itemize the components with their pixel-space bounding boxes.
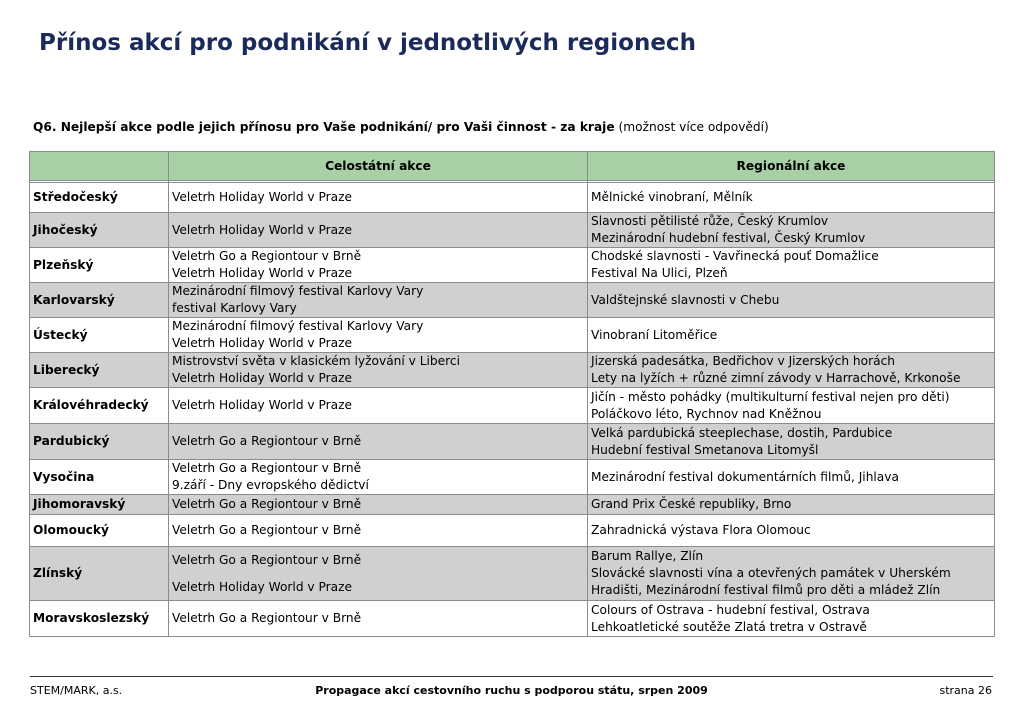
region-cell: Jihočeský	[30, 213, 169, 248]
footer-report-title: Propagace akcí cestovního ruchu s podporou státu, srpen 2009	[315, 684, 708, 697]
region-cell: Olomoucký	[30, 515, 169, 547]
regional-event-line: Barum Rallye, Zlín	[591, 549, 704, 563]
regional-event-line: Slovácké slavnosti vína a otevřených památek v Uherském	[591, 566, 951, 580]
national-events-cell	[169, 495, 588, 515]
national-event-line: Veletrh Holiday World v Praze	[172, 579, 353, 594]
table-row	[30, 283, 995, 318]
national-events-cell	[169, 213, 588, 248]
footer-page-number: strana 26	[939, 684, 992, 697]
regional-events-cell	[588, 601, 995, 637]
regional-events-cell	[588, 318, 995, 353]
national-events-cell	[169, 460, 588, 495]
national-event-line: Veletrh Go a Regiontour v Brně	[172, 523, 362, 537]
regional-event-line: Hudební festival Smetanova Litomyšl	[591, 442, 819, 457]
region-cell: Karlovarský	[30, 283, 169, 318]
national-events-cell	[169, 283, 588, 318]
table-row	[30, 318, 995, 353]
table-row	[30, 460, 995, 495]
table-row	[30, 424, 995, 460]
page-title: Přínos akcí pro podnikání v jednotlivých regionech	[39, 30, 696, 56]
region-cell: Ústecký	[30, 318, 169, 353]
regional-events-cell	[588, 213, 995, 248]
table-row	[30, 388, 995, 424]
regional-event-line: Colours of Ostrava - hudební festival, Ostrava	[591, 602, 870, 617]
regional-event-line: Lehkoatletické soutěže Zlatá tretra v Ostravě	[591, 619, 867, 634]
table-row	[30, 547, 995, 601]
regional-events-cell	[588, 248, 995, 283]
region-cell: Středočeský	[30, 183, 169, 213]
region-cell: Zlínský	[30, 547, 169, 601]
events-table	[29, 151, 995, 637]
national-events-cell	[169, 515, 588, 547]
regional-events-cell	[588, 460, 995, 495]
region-cell: Jihomoravský	[30, 495, 169, 515]
national-event-line: Mistrovství světa v klasickém lyžování v Liberci	[172, 354, 460, 368]
national-event-line: Mezinárodní filmový festival Karlovy Vary	[172, 319, 424, 333]
regional-event-line: Poláčkovo léto, Rychnov nad Kněžnou	[591, 406, 822, 421]
regional-event-line: Valdštejnské slavnosti v Chebu	[591, 292, 780, 307]
table-row	[30, 601, 995, 637]
header-cell-region	[30, 152, 169, 181]
national-events-cell	[169, 547, 588, 601]
national-events-cell	[169, 318, 588, 353]
regional-event-line: Zahradnická výstava Flora Olomouc	[591, 523, 811, 537]
regional-event-line: Mezinárodní festival dokumentárních filmů, Jihlava	[591, 469, 899, 484]
national-event-line: Veletrh Go a Regiontour v Brně	[172, 552, 362, 567]
regional-events-cell	[588, 388, 995, 424]
national-event-line: Veletrh Holiday World v Praze	[172, 398, 353, 412]
footer-divider	[30, 676, 993, 677]
regional-events-cell	[588, 495, 995, 515]
regional-events-cell	[588, 547, 995, 601]
table-row	[30, 248, 995, 283]
regional-event-line: Jizerská padesátka, Bedřichov v Jizerských horách	[591, 354, 896, 368]
regional-event-line: Festival Na Ulici, Plzeň	[591, 266, 728, 280]
regional-events-cell	[588, 424, 995, 460]
regional-event-line: Chodské slavnosti - Vavřinecká pouť Domažlice	[591, 249, 879, 263]
region-cell: Pardubický	[30, 424, 169, 460]
national-event-line: Veletrh Holiday World v Praze	[172, 371, 353, 385]
header-cell-regional: Regionální akce	[588, 152, 995, 181]
regional-events-cell	[588, 353, 995, 388]
regional-events-cell	[588, 515, 995, 547]
regional-event-line: Velká pardubická steeplechase, dostih, Pardubice	[591, 425, 893, 440]
national-event-line: Veletrh Go a Regiontour v Brně	[172, 497, 362, 511]
national-events-cell	[169, 601, 588, 637]
table-row	[30, 515, 995, 547]
regional-event-line: Grand Prix České republiky, Brno	[591, 497, 792, 511]
region-cell: Královéhradecký	[30, 388, 169, 424]
table-row	[30, 183, 995, 213]
footer-company: STEM/MARK, a.s.	[30, 684, 123, 697]
regional-event-line: Vinobraní Litoměřice	[591, 327, 718, 342]
regional-events-cell	[588, 183, 995, 213]
national-event-line: Veletrh Go a Regiontour v Brně	[172, 461, 362, 475]
national-event-line: festival Karlovy Vary	[172, 301, 297, 315]
region-cell: Moravskoslezský	[30, 601, 169, 637]
header-cell-national: Celostátní akce	[169, 152, 588, 181]
national-events-cell	[169, 424, 588, 460]
national-events-cell	[169, 183, 588, 213]
regional-event-line: Jičín - město pohádky (multikulturní festival nejen pro děti)	[591, 389, 950, 404]
national-event-line: Mezinárodní filmový festival Karlovy Vary	[172, 284, 424, 298]
table-header-row	[30, 152, 995, 181]
regional-event-line: Mezinárodní hudební festival, Český Krumlov	[591, 231, 866, 245]
national-event-line: Veletrh Holiday World v Praze	[172, 266, 353, 280]
regional-event-line: Lety na lyžích + různé zimní závody v Harrachově, Krkonoše	[591, 371, 961, 385]
table-row	[30, 213, 995, 248]
national-event-line: Veletrh Holiday World v Praze	[172, 336, 353, 350]
table-row	[30, 353, 995, 388]
table-row	[30, 495, 995, 515]
regional-event-line: Slavnosti pětilisté růže, Český Krumlov	[591, 214, 829, 228]
region-cell: Vysočina	[30, 460, 169, 495]
regional-events-cell	[588, 283, 995, 318]
national-events-cell	[169, 388, 588, 424]
national-event-line: Veletrh Go a Regiontour v Brně	[172, 249, 362, 263]
regional-event-line: Mělnické vinobraní, Mělník	[591, 190, 753, 204]
national-event-line: Veletrh Go a Regiontour v Brně	[172, 434, 362, 448]
question-text	[33, 120, 769, 134]
question-note: (možnost více odpovědí)	[618, 120, 769, 134]
question-bold: Q6. Nejlepší akce podle jejich přínosu pro Vaše podnikání/ pro Vaši činnost - za kraje	[33, 120, 615, 134]
national-events-cell	[169, 353, 588, 388]
regional-event-line: Hradišti, Mezinárodní festival filmů pro děti a mládež Zlín	[591, 583, 941, 597]
national-event-line: Veletrh Go a Regiontour v Brně	[172, 611, 362, 625]
region-cell: Liberecký	[30, 353, 169, 388]
region-cell: Plzeňský	[30, 248, 169, 283]
national-event-line: Veletrh Holiday World v Praze	[172, 190, 353, 204]
national-event-line: Veletrh Holiday World v Praze	[172, 222, 353, 237]
national-event-line: 9.září - Dny evropského dědictví	[172, 478, 369, 492]
national-events-cell	[169, 248, 588, 283]
